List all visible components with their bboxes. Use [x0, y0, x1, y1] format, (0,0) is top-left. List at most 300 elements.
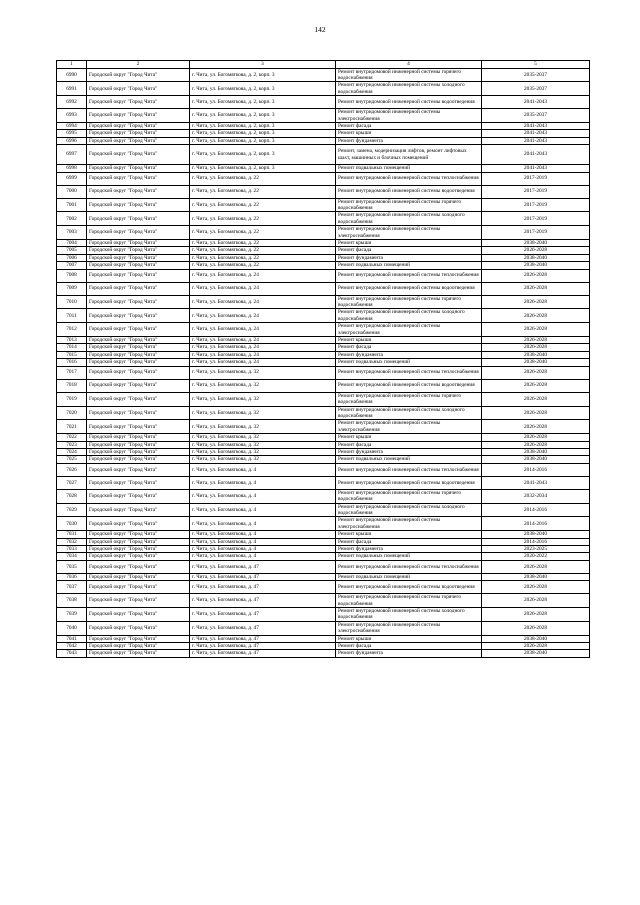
- cell-row-number: 7010: [57, 295, 87, 309]
- cell-work-type: Ремонт внутридомовой инженерной системы электроснабжения: [336, 323, 482, 337]
- cell-municipality: Городской округ "Город Чита": [87, 351, 190, 358]
- cell-row-number: 7029: [57, 503, 87, 517]
- table-row: [57, 109, 590, 123]
- table-row: [57, 621, 590, 635]
- cell-address: г. Чита, ул. Богомягкова, д. 24: [190, 359, 336, 366]
- cell-municipality: Городской округ "Город Чита": [87, 476, 190, 489]
- cell-row-number: 7011: [57, 309, 87, 323]
- cell-work-type: Ремонт внутридомовой инженерной системы электроснабжения: [336, 109, 482, 123]
- cell-municipality: Городской округ "Город Чита": [87, 226, 190, 240]
- cell-period: 2041-2043: [482, 122, 590, 129]
- cell-municipality: Городской округ "Город Чита": [87, 359, 190, 366]
- cell-row-number: 7021: [57, 420, 87, 434]
- table-row: [57, 165, 590, 172]
- table-row: [57, 198, 590, 212]
- cell-period: 2014-2016: [482, 463, 590, 476]
- cell-work-type: Ремонт фасада: [336, 344, 482, 351]
- cell-period: 2041-2043: [482, 476, 590, 489]
- cell-period: 2026-2028: [482, 295, 590, 309]
- cell-address: г. Чита, ул. Богомягкова, д. 4: [190, 476, 336, 489]
- cell-municipality: Городской округ "Город Чита": [87, 463, 190, 476]
- cell-municipality: Городской округ "Город Чита": [87, 420, 190, 434]
- cell-row-number: 7016: [57, 359, 87, 366]
- table-row: [57, 145, 590, 165]
- cell-period: 2038-2040: [482, 351, 590, 358]
- cell-work-type: Ремонт внутридомовой инженерной системы горячего водоснабжения: [336, 594, 482, 608]
- cell-municipality: Городской округ "Город Чита": [87, 185, 190, 198]
- cell-period: 2041-2043: [482, 145, 590, 165]
- cell-row-number: 7017: [57, 366, 87, 379]
- cell-row-number: 7034: [57, 553, 87, 560]
- cell-work-type: Ремонт внутридомовой инженерной системы холодного водоснабжения: [336, 608, 482, 622]
- cell-municipality: Городской округ "Город Чита": [87, 145, 190, 165]
- cell-address: г. Чита, ул. Богомягкова, д. 2, корп. 3: [190, 137, 336, 144]
- cell-work-type: Ремонт внутридомовой инженерной системы горячего водоснабжения: [336, 392, 482, 406]
- header-cell-5: 5: [482, 61, 590, 69]
- cell-work-type: Ремонт внутридомовой инженерной системы теплоснабжения: [336, 366, 482, 379]
- cell-period: 2032-2034: [482, 489, 590, 503]
- table-row: [57, 503, 590, 517]
- cell-work-type: Ремонт внутридомовой инженерной системы теплоснабжения: [336, 463, 482, 476]
- cell-period: 2026-2028: [482, 621, 590, 635]
- cell-address: г. Чита, ул. Богомягкова, д. 32: [190, 379, 336, 392]
- cell-period: 2041-2043: [482, 165, 590, 172]
- cell-row-number: 7030: [57, 517, 87, 531]
- cell-municipality: Городской округ "Город Чита": [87, 82, 190, 96]
- table-row: [57, 226, 590, 240]
- cell-row-number: 7002: [57, 212, 87, 226]
- cell-work-type: Ремонт внутридомовой инженерной системы водоотведения: [336, 282, 482, 295]
- table-row: [57, 82, 590, 96]
- cell-period: 2014-2016: [482, 503, 590, 517]
- cell-work-type: Ремонт подвальных помещений: [336, 573, 482, 580]
- table-row: [57, 573, 590, 580]
- cell-address: г. Чита, ул. Богомягкова, д. 32: [190, 441, 336, 448]
- cell-period: 2020-2022: [482, 553, 590, 560]
- cell-period: 2023-2025: [482, 546, 590, 553]
- cell-municipality: Городской округ "Город Чита": [87, 344, 190, 351]
- table-row: [57, 553, 590, 560]
- cell-period: 2017-2019: [482, 172, 590, 185]
- cell-address: г. Чита, ул. Богомягкова, д. 22: [190, 226, 336, 240]
- cell-municipality: Городской округ "Город Чита": [87, 122, 190, 129]
- cell-period: 2038-2040: [482, 635, 590, 642]
- cell-work-type: Ремонт внутридомовой инженерной системы теплоснабжения: [336, 560, 482, 573]
- cell-row-number: 7026: [57, 463, 87, 476]
- cell-row-number: 7043: [57, 650, 87, 657]
- cell-address: г. Чита, ул. Богомягкова, д. 4: [190, 553, 336, 560]
- cell-address: г. Чита, ул. Богомягкова, д. 47: [190, 594, 336, 608]
- cell-row-number: 6998: [57, 165, 87, 172]
- cell-municipality: Городской округ "Город Чита": [87, 538, 190, 545]
- table-row: [57, 212, 590, 226]
- cell-row-number: 7012: [57, 323, 87, 337]
- table-row: [57, 172, 590, 185]
- table-row: [57, 420, 590, 434]
- cell-work-type: Ремонт внутридомовой инженерной системы холодного водоснабжения: [336, 503, 482, 517]
- cell-work-type: Ремонт крыши: [336, 434, 482, 441]
- cell-period: 2038-2040: [482, 240, 590, 247]
- cell-period: 2026-2028: [482, 434, 590, 441]
- cell-address: г. Чита, ул. Богомягкова, д. 22: [190, 172, 336, 185]
- table-row: [57, 282, 590, 295]
- cell-address: г. Чита, ул. Богомягкова, д. 47: [190, 621, 336, 635]
- cell-address: г. Чита, ул. Богомягкова, д. 32: [190, 434, 336, 441]
- cell-municipality: Городской округ "Город Чита": [87, 406, 190, 420]
- cell-row-number: 7031: [57, 531, 87, 538]
- table-row: [57, 441, 590, 448]
- cell-period: 2041-2043: [482, 96, 590, 109]
- cell-period: 2017-2019: [482, 185, 590, 198]
- cell-row-number: 7015: [57, 351, 87, 358]
- cell-work-type: Ремонт фундамента: [336, 650, 482, 657]
- cell-address: г. Чита, ул. Богомягкова, д. 24: [190, 295, 336, 309]
- table-row: [57, 406, 590, 420]
- cell-row-number: 6992: [57, 96, 87, 109]
- cell-municipality: Городской округ "Город Чита": [87, 137, 190, 144]
- cell-address: г. Чита, ул. Богомягкова, д. 32: [190, 448, 336, 455]
- cell-municipality: Городской округ "Город Чита": [87, 130, 190, 137]
- table-header-row: [57, 61, 590, 69]
- cell-period: 2026-2028: [482, 643, 590, 650]
- cell-period: 2026-2028: [482, 337, 590, 344]
- cell-address: г. Чита, ул. Богомягкова, д. 2, корп. 3: [190, 82, 336, 96]
- cell-address: г. Чита, ул. Богомягкова, д. 32: [190, 406, 336, 420]
- cell-municipality: Городской округ "Город Чита": [87, 635, 190, 642]
- cell-municipality: Городской округ "Город Чита": [87, 68, 190, 82]
- cell-period: 2026-2028: [482, 282, 590, 295]
- cell-work-type: Ремонт внутридомовой инженерной системы электроснабжения: [336, 226, 482, 240]
- cell-address: г. Чита, ул. Богомягкова, д. 47: [190, 581, 336, 594]
- cell-row-number: 7033: [57, 546, 87, 553]
- table-row: [57, 137, 590, 144]
- cell-row-number: 7038: [57, 594, 87, 608]
- table-row: [57, 643, 590, 650]
- cell-period: 2035-2037: [482, 82, 590, 96]
- cell-period: 2038-2040: [482, 262, 590, 269]
- cell-municipality: Городской округ "Город Чита": [87, 517, 190, 531]
- cell-municipality: Городской округ "Город Чита": [87, 109, 190, 123]
- table-row: [57, 254, 590, 261]
- cell-work-type: Ремонт подвальных помещений: [336, 456, 482, 463]
- cell-address: г. Чита, ул. Богомягкова, д. 22: [190, 212, 336, 226]
- cell-municipality: Городской округ "Город Чита": [87, 247, 190, 254]
- cell-municipality: Городской округ "Город Чита": [87, 392, 190, 406]
- cell-work-type: Ремонт крыши: [336, 337, 482, 344]
- cell-period: 2026-2028: [482, 392, 590, 406]
- cell-municipality: Городской округ "Город Чита": [87, 337, 190, 344]
- cell-municipality: Городской округ "Город Чита": [87, 212, 190, 226]
- cell-address: г. Чита, ул. Богомягкова, д. 24: [190, 282, 336, 295]
- cell-row-number: 7024: [57, 448, 87, 455]
- cell-municipality: Городской округ "Город Чита": [87, 434, 190, 441]
- cell-address: г. Чита, ул. Богомягкова, д. 2, корп. 3: [190, 145, 336, 165]
- table-row: [57, 608, 590, 622]
- cell-work-type: Ремонт внутридомовой инженерной системы холодного водоснабжения: [336, 212, 482, 226]
- cell-address: г. Чита, ул. Богомягкова, д. 2, корп. 3: [190, 165, 336, 172]
- repair-schedule-table: [56, 60, 590, 658]
- cell-row-number: 7020: [57, 406, 87, 420]
- cell-work-type: Ремонт внутридомовой инженерной системы холодного водоснабжения: [336, 406, 482, 420]
- cell-row-number: 7008: [57, 269, 87, 282]
- cell-address: г. Чита, ул. Богомягкова, д. 47: [190, 560, 336, 573]
- cell-municipality: Городской округ "Город Чита": [87, 560, 190, 573]
- cell-period: 2038-2040: [482, 650, 590, 657]
- cell-row-number: 7041: [57, 635, 87, 642]
- cell-municipality: Городской округ "Город Чита": [87, 172, 190, 185]
- cell-address: г. Чита, ул. Богомягкова, д. 24: [190, 344, 336, 351]
- cell-row-number: 7023: [57, 441, 87, 448]
- header-cell-3: 3: [190, 61, 336, 69]
- table-row: [57, 68, 590, 82]
- table-row: [57, 323, 590, 337]
- cell-row-number: 7019: [57, 392, 87, 406]
- cell-period: 2026-2028: [482, 366, 590, 379]
- cell-address: г. Чита, ул. Богомягкова, д. 22: [190, 240, 336, 247]
- cell-address: г. Чита, ул. Богомягкова, д. 47: [190, 643, 336, 650]
- cell-work-type: Ремонт внутридомовой инженерной системы теплоснабжения: [336, 269, 482, 282]
- cell-period: 2026-2028: [482, 379, 590, 392]
- cell-work-type: Ремонт внутридомовой инженерной системы теплоснабжения: [336, 172, 482, 185]
- cell-row-number: 7018: [57, 379, 87, 392]
- cell-municipality: Городской округ "Город Чита": [87, 489, 190, 503]
- cell-municipality: Городской округ "Город Чита": [87, 553, 190, 560]
- table-row: [57, 240, 590, 247]
- table-row: [57, 295, 590, 309]
- cell-row-number: 7000: [57, 185, 87, 198]
- cell-municipality: Городской округ "Город Чита": [87, 441, 190, 448]
- cell-row-number: 7035: [57, 560, 87, 573]
- table-row: [57, 650, 590, 657]
- cell-municipality: Городской округ "Город Чита": [87, 650, 190, 657]
- table-row: [57, 351, 590, 358]
- cell-row-number: 7005: [57, 247, 87, 254]
- cell-period: 2026-2028: [482, 441, 590, 448]
- table-row: [57, 434, 590, 441]
- cell-work-type: Ремонт внутридомовой инженерной системы водоотведения: [336, 379, 482, 392]
- cell-work-type: Ремонт фасада: [336, 122, 482, 129]
- cell-address: г. Чита, ул. Богомягкова, д. 22: [190, 198, 336, 212]
- cell-row-number: 7039: [57, 608, 87, 622]
- cell-work-type: Ремонт внутридомовой инженерной системы водоотведения: [336, 476, 482, 489]
- header-cell-1: 1: [57, 61, 87, 69]
- cell-address: г. Чита, ул. Богомягкова, д. 4: [190, 503, 336, 517]
- cell-work-type: Ремонт, замена, модернизация лифтов, ремонт лифтовых шахт, машинных и блочных помещений: [336, 145, 482, 165]
- cell-period: 2014-2016: [482, 538, 590, 545]
- cell-row-number: 7040: [57, 621, 87, 635]
- cell-address: г. Чита, ул. Богомягкова, д. 2, корп. 3: [190, 68, 336, 82]
- table-row: [57, 635, 590, 642]
- cell-address: г. Чита, ул. Богомягкова, д. 47: [190, 650, 336, 657]
- cell-period: 2026-2028: [482, 309, 590, 323]
- cell-row-number: 7042: [57, 643, 87, 650]
- table-row: [57, 269, 590, 282]
- cell-address: г. Чита, ул. Богомягкова, д. 4: [190, 538, 336, 545]
- cell-address: г. Чита, ул. Богомягкова, д. 47: [190, 573, 336, 580]
- cell-period: 2026-2028: [482, 247, 590, 254]
- cell-municipality: Городской округ "Город Чита": [87, 269, 190, 282]
- cell-address: г. Чита, ул. Богомягкова, д. 4: [190, 489, 336, 503]
- cell-period: 2041-2043: [482, 137, 590, 144]
- cell-address: г. Чита, ул. Богомягкова, д. 32: [190, 392, 336, 406]
- cell-work-type: Ремонт крыши: [336, 531, 482, 538]
- cell-work-type: Ремонт крыши: [336, 635, 482, 642]
- table-row: [57, 130, 590, 137]
- cell-address: г. Чита, ул. Богомягкова, д. 24: [190, 323, 336, 337]
- cell-work-type: Ремонт фундамента: [336, 137, 482, 144]
- cell-row-number: 6994: [57, 122, 87, 129]
- cell-municipality: Городской округ "Город Чита": [87, 531, 190, 538]
- cell-municipality: Городской округ "Город Чита": [87, 503, 190, 517]
- cell-row-number: 7004: [57, 240, 87, 247]
- cell-work-type: Ремонт внутридомовой инженерной системы горячего водоснабжения: [336, 68, 482, 82]
- table-row: [57, 359, 590, 366]
- cell-work-type: Ремонт внутридомовой инженерной системы водоотведения: [336, 96, 482, 109]
- table-row: [57, 262, 590, 269]
- cell-address: г. Чита, ул. Богомягкова, д. 4: [190, 517, 336, 531]
- table-row: [57, 448, 590, 455]
- table-row: [57, 379, 590, 392]
- cell-municipality: Городской округ "Город Чита": [87, 165, 190, 172]
- cell-work-type: Ремонт внутридомовой инженерной системы горячего водоснабжения: [336, 489, 482, 503]
- table-row: [57, 309, 590, 323]
- cell-row-number: 7025: [57, 456, 87, 463]
- cell-work-type: Ремонт внутридомовой инженерной системы электроснабжения: [336, 517, 482, 531]
- cell-municipality: Городской округ "Город Чита": [87, 573, 190, 580]
- cell-row-number: 7009: [57, 282, 87, 295]
- table-row: [57, 594, 590, 608]
- cell-municipality: Городской округ "Город Чита": [87, 240, 190, 247]
- cell-work-type: Ремонт фасада: [336, 643, 482, 650]
- cell-period: 2026-2028: [482, 581, 590, 594]
- cell-row-number: 7037: [57, 581, 87, 594]
- header-cell-4: 4: [336, 61, 482, 69]
- table-row: [57, 517, 590, 531]
- cell-row-number: 7001: [57, 198, 87, 212]
- cell-period: 2038-2040: [482, 573, 590, 580]
- table-row: [57, 538, 590, 545]
- cell-municipality: Городской округ "Город Чита": [87, 198, 190, 212]
- cell-work-type: Ремонт внутридомовой инженерной системы электроснабжения: [336, 621, 482, 635]
- cell-work-type: Ремонт внутридомовой инженерной системы горячего водоснабжения: [336, 198, 482, 212]
- cell-row-number: 6997: [57, 145, 87, 165]
- cell-work-type: Ремонт подвальных помещений: [336, 165, 482, 172]
- cell-municipality: Городской округ "Город Чита": [87, 254, 190, 261]
- cell-period: 2035-2037: [482, 68, 590, 82]
- cell-municipality: Городской округ "Город Чита": [87, 546, 190, 553]
- cell-row-number: 7006: [57, 254, 87, 261]
- cell-municipality: Городской округ "Город Чита": [87, 581, 190, 594]
- cell-period: 2017-2019: [482, 198, 590, 212]
- table-row: [57, 581, 590, 594]
- cell-period: 2026-2028: [482, 323, 590, 337]
- cell-work-type: Ремонт внутридомовой инженерной системы горячего водоснабжения: [336, 295, 482, 309]
- cell-row-number: 7013: [57, 337, 87, 344]
- table-row: [57, 96, 590, 109]
- cell-municipality: Городской округ "Город Чита": [87, 379, 190, 392]
- cell-address: г. Чита, ул. Богомягкова, д. 4: [190, 546, 336, 553]
- cell-period: 2026-2028: [482, 344, 590, 351]
- cell-address: г. Чита, ул. Богомягкова, д. 32: [190, 366, 336, 379]
- cell-row-number: 6995: [57, 130, 87, 137]
- cell-period: 2026-2028: [482, 269, 590, 282]
- cell-municipality: Городской округ "Город Чита": [87, 96, 190, 109]
- cell-work-type: Ремонт фасада: [336, 247, 482, 254]
- cell-work-type: Ремонт внутридомовой инженерной системы электроснабжения: [336, 420, 482, 434]
- cell-period: 2026-2028: [482, 560, 590, 573]
- cell-municipality: Городской округ "Город Чита": [87, 366, 190, 379]
- cell-work-type: Ремонт внутридомовой инженерной системы холодного водоснабжения: [336, 82, 482, 96]
- cell-address: г. Чита, ул. Богомягкова, д. 47: [190, 608, 336, 622]
- cell-row-number: 7003: [57, 226, 87, 240]
- cell-work-type: Ремонт крыши: [336, 240, 482, 247]
- cell-municipality: Городской округ "Город Чита": [87, 621, 190, 635]
- cell-row-number: 6996: [57, 137, 87, 144]
- cell-address: г. Чита, ул. Богомягкова, д. 4: [190, 531, 336, 538]
- cell-address: г. Чита, ул. Богомягкова, д. 24: [190, 351, 336, 358]
- table-row: [57, 531, 590, 538]
- page-number: 142: [314, 25, 326, 34]
- cell-work-type: Ремонт крыши: [336, 130, 482, 137]
- cell-period: 2026-2028: [482, 608, 590, 622]
- cell-municipality: Городской округ "Город Чита": [87, 643, 190, 650]
- cell-row-number: 7036: [57, 573, 87, 580]
- cell-row-number: 6991: [57, 82, 87, 96]
- cell-work-type: Ремонт фундамента: [336, 448, 482, 455]
- cell-work-type: Ремонт фундамента: [336, 546, 482, 553]
- cell-work-type: Ремонт внутридомовой инженерной системы водоотведения: [336, 185, 482, 198]
- header-cell-2: 2: [87, 61, 190, 69]
- cell-address: г. Чита, ул. Богомягкова, д. 2, корп. 3: [190, 96, 336, 109]
- cell-municipality: Городской округ "Город Чита": [87, 594, 190, 608]
- cell-address: г. Чита, ул. Богомягкова, д. 24: [190, 309, 336, 323]
- cell-address: г. Чита, ул. Богомягкова, д. 32: [190, 456, 336, 463]
- cell-work-type: Ремонт подвальных помещений: [336, 359, 482, 366]
- cell-period: 2038-2040: [482, 448, 590, 455]
- cell-period: 2038-2040: [482, 359, 590, 366]
- cell-period: 2026-2028: [482, 406, 590, 420]
- cell-row-number: 7032: [57, 538, 87, 545]
- cell-work-type: Ремонт подвальных помещений: [336, 262, 482, 269]
- cell-work-type: Ремонт внутридомовой инженерной системы холодного водоснабжения: [336, 309, 482, 323]
- cell-period: 2014-2016: [482, 517, 590, 531]
- cell-work-type: Ремонт внутридомовой инженерной системы водоотведения: [336, 581, 482, 594]
- cell-period: 2017-2019: [482, 212, 590, 226]
- cell-municipality: Городской округ "Город Чита": [87, 608, 190, 622]
- table-row: [57, 366, 590, 379]
- cell-row-number: 7022: [57, 434, 87, 441]
- table-row: [57, 337, 590, 344]
- cell-address: г. Чита, ул. Богомягкова, д. 4: [190, 463, 336, 476]
- cell-address: г. Чита, ул. Богомягкова, д. 22: [190, 185, 336, 198]
- cell-period: 2038-2040: [482, 254, 590, 261]
- cell-address: г. Чита, ул. Богомягкова, д. 2, корп. 3: [190, 122, 336, 129]
- cell-row-number: 6993: [57, 109, 87, 123]
- cell-period: 2041-2043: [482, 130, 590, 137]
- cell-period: 2038-2040: [482, 531, 590, 538]
- cell-period: 2026-2028: [482, 420, 590, 434]
- cell-row-number: 7027: [57, 476, 87, 489]
- cell-address: г. Чита, ул. Богомягкова, д. 22: [190, 254, 336, 261]
- cell-row-number: 6990: [57, 68, 87, 82]
- cell-period: 2035-2037: [482, 109, 590, 123]
- cell-row-number: 7007: [57, 262, 87, 269]
- cell-work-type: Ремонт подвальных помещений: [336, 553, 482, 560]
- cell-row-number: 7014: [57, 344, 87, 351]
- table-row: [57, 122, 590, 129]
- cell-address: г. Чита, ул. Богомягкова, д. 2, корп. 3: [190, 109, 336, 123]
- cell-work-type: Ремонт фундамента: [336, 351, 482, 358]
